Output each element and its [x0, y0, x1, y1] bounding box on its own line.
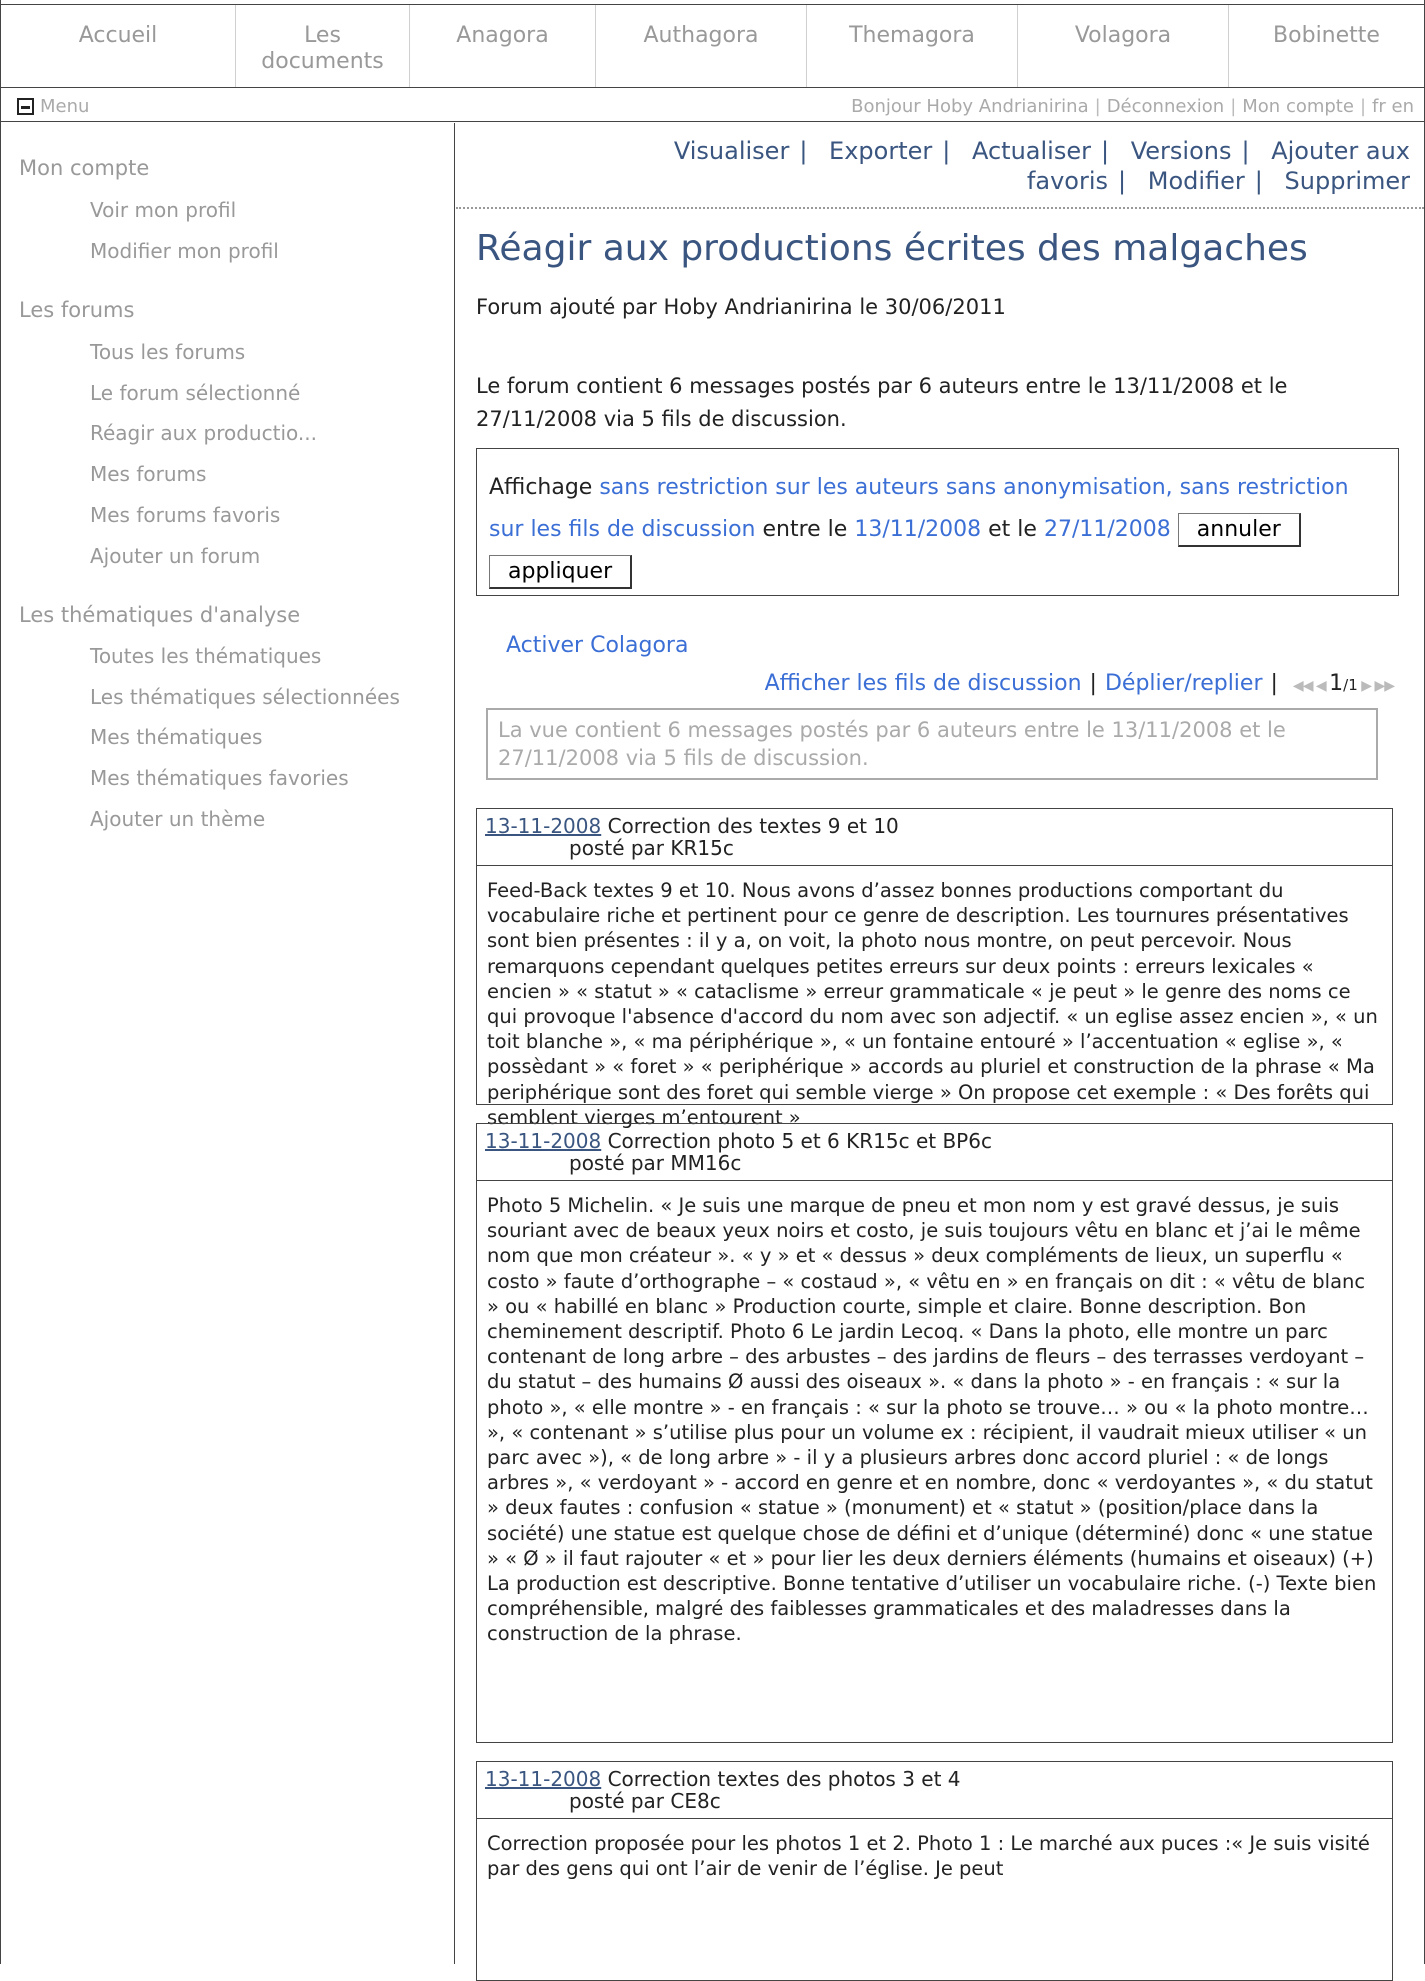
message-title: Correction textes des photos 3 et 4 [607, 1767, 961, 1791]
last-page-icon[interactable]: ▶▶ [1374, 678, 1394, 694]
cancel-button[interactable]: annuler [1178, 513, 1301, 547]
filter-box [476, 448, 1399, 596]
message-date-link[interactable]: 13-11-2008 [485, 1767, 602, 1791]
message-author: posté par KR15c [569, 836, 734, 860]
forum-summary: Le forum contient 6 messages postés par 6 auteurs entre le 13/11/2008 et le 27/11/2008 via 5 fils de discussion. [476, 374, 1288, 431]
message-body: Photo 5 Michelin. « Je suis une marque de pneu et mon nom y est gravé dessus, je suis souriant avec de beaux yeux noirs et costo, je suis toujours vêtu en blanc et j’ai le même nom que mon créateur ». « y » et « dessus » deux compléments de lieux, un superflu « costo » faute d’orthographe – « costaud », « vêtu en » en français on dit : « vêtu de blanc » ou « habillé en blanc » Production courte, simple et claire. Bonne description. Bon cheminement descriptif. Photo 6 Le jardin Lecoq. « Dans la photo, elle montre un parc contenant de long arbre – des arbustes – des jardins de fleurs – des terrasses verdoyant – du statut – des humains Ø aussi des oiseaux ». « dans la photo » - en français : « sur la photo », « elle montre » - en français : « sur la photo se trouve… » ou « la photo montre… », « contenant » s’utilise plus pour un volume ex : récipient, il vaudrait mieux utiliser « un parc avec »), « de long arbre » - il y a plusieurs arbres donc accord pluriel : « de longs arbres », « verdoyant » - accord en genre et en nombre, donc « verdoyantes », « du statut » deux fautes : confusion « statue » (monument) et « statut » (position/place dans la société) une statue est quelque chose de défini et d’unique (déterminé) donc « une statue » « Ø » il faut rajouter « et » pour lier les deux derniers éléments (humains et oiseaux) (+) La production est descriptive. Bonne tentative d’utiliser un vocabulaire riche. (-) Texte bien compréhensible, malgré des faiblesses grammaticales et des maladresses dans la construction de la phrase. [487, 1194, 1377, 1646]
message-date-link[interactable]: 13-11-2008 [485, 1129, 602, 1153]
fold-unfold-link[interactable]: Déplier/replier [1104, 671, 1263, 696]
sidebar-section-mon-compte[interactable]: Mon compte [19, 156, 150, 180]
sidebar-item-ajouter-theme[interactable]: Ajouter un thème [90, 807, 266, 831]
filter-between: entre le [762, 517, 848, 542]
filter-threads-link[interactable]: sans restriction sur les fils de discussion [489, 475, 1349, 542]
top-navigation [1, 4, 1424, 88]
action-bar: Visualiser | Exporter | Actualiser | Versions | Ajouter aux favoris | Modifier | Supprimer [456, 123, 1424, 209]
sidebar-item-voir-profil[interactable]: Voir mon profil [90, 198, 237, 222]
sidebar-item-thematiques-favories[interactable]: Mes thématiques favories [90, 766, 349, 790]
sidebar-item-thematiques-selectionnees[interactable]: Les thématiques sélectionnées [90, 685, 400, 709]
lang-en-link[interactable]: en [1391, 96, 1414, 117]
view-info: La vue contient 6 messages postés par 6 auteurs entre le 13/11/2008 et le 27/11/2008 via 5 fils de discussion. [486, 708, 1378, 780]
next-page-icon[interactable]: ▶ [1361, 678, 1371, 694]
nav-volagora[interactable]: Volagora [1018, 5, 1229, 87]
user-links: Bonjour Hoby Andrianirina | Déconnexion | Mon compte | fr en [851, 96, 1414, 117]
message-author: posté par CE8c [569, 1789, 721, 1813]
message-title: Correction des textes 9 et 10 [607, 814, 899, 838]
message [476, 1761, 1393, 1981]
ajouter-favoris-link[interactable]: Ajouter aux [1271, 137, 1410, 165]
message-header [477, 809, 1392, 866]
logout-link[interactable]: Déconnexion [1106, 96, 1225, 117]
greeting: Bonjour Hoby Andrianirina [851, 96, 1089, 117]
prev-page-icon[interactable]: ◀ [1315, 678, 1326, 694]
filter-and: et le [988, 517, 1037, 542]
show-threads-link[interactable]: Afficher les fils de discussion [764, 671, 1082, 696]
sidebar-item-modifier-profil[interactable]: Modifier mon profil [90, 239, 279, 263]
sidebar-item-forum-selectionne[interactable]: Le forum sélectionné [90, 381, 301, 405]
menu-label: Menu [40, 96, 90, 117]
nav-bobinette[interactable]: Bobinette [1273, 23, 1380, 48]
nav-authagora[interactable]: Authagora [596, 5, 807, 87]
sidebar-item-tous-forums[interactable]: Tous les forums [90, 340, 246, 364]
apply-button[interactable]: appliquer [489, 555, 632, 589]
message-header [477, 1124, 1392, 1181]
forum-meta: Forum ajouté par Hoby Andrianirina le 30/06/2011 [476, 295, 1006, 319]
main-content [456, 123, 1424, 1964]
actualiser-link[interactable]: Actualiser [971, 137, 1091, 165]
current-page: 1 [1329, 671, 1344, 696]
filter-authors-link[interactable]: sans restriction sur les auteurs sans anonymisation [599, 475, 1166, 500]
visualiser-link[interactable]: Visualiser [673, 137, 790, 165]
message-author: posté par MM16c [569, 1151, 742, 1175]
sidebar-item-toutes-thematiques[interactable]: Toutes les thématiques [90, 644, 322, 668]
versions-link[interactable]: Versions [1130, 137, 1232, 165]
filter-comma: , [1165, 475, 1173, 500]
lang-fr-link[interactable]: fr [1372, 96, 1386, 117]
account-link[interactable]: Mon compte [1242, 96, 1354, 117]
thread-toolbar: Afficher les fils de discussion | Déplier/replier | ◀◀ ◀ 1/1 ▶ ▶▶ [764, 671, 1394, 696]
first-page-icon[interactable]: ◀◀ [1292, 678, 1313, 694]
nav-accueil[interactable]: Accueil [1, 5, 236, 87]
message [476, 808, 1393, 1129]
pagination [1292, 671, 1394, 696]
message-date-link[interactable]: 13-11-2008 [485, 814, 602, 838]
sidebar-section-thematiques[interactable]: Les thématiques d'analyse [19, 603, 301, 627]
sidebar-item-forums-favoris[interactable]: Mes forums favoris [90, 503, 281, 527]
ajouter-favoris-link-cont[interactable]: favoris [1026, 167, 1109, 195]
activer-colagora-link[interactable]: Activer Colagora [506, 633, 689, 658]
message-title: Correction photo 5 et 6 KR15c et BP6c [607, 1129, 992, 1153]
sidebar [1, 123, 455, 1964]
filter-date-to[interactable]: 27/11/2008 [1043, 517, 1171, 542]
sidebar-item-mes-forums[interactable]: Mes forums [90, 462, 207, 486]
sidebar-section-forums[interactable]: Les forums [19, 298, 135, 322]
collapse-icon[interactable] [17, 98, 34, 115]
menu-toggle[interactable] [17, 96, 89, 117]
nav-les-documents[interactable]: Les documents [236, 5, 410, 87]
filter-prefix: Affichage [489, 475, 593, 500]
sidebar-item-mes-thematiques[interactable]: Mes thématiques [90, 725, 263, 749]
sidebar-item-reagir[interactable]: Réagir aux productio... [90, 421, 317, 445]
total-pages: /1 [1343, 676, 1358, 694]
message-header [477, 1762, 1392, 1819]
message-body: Feed-Back textes 9 et 10. Nous avons d’assez bonnes productions comportant du vocabulaire riche et pertinent pour ce genre de description. Les tournures présentatives sont bien présentes : il y a, on voit, la photo nous montre, on peut percevoir. Nous remarquons cependant quelques petites erreurs sur deux points : erreurs lexicales « encien » « statut » « cataclisme » erreur grammaticale « je peut » le genre des noms ce qui provoque l'absence d'accord du nom avec son adjectif. « un eglise assez encien », « un toit blanche », « ma périphérique », « un fontaine entouré » l’accentuation « eglise », « possèdant » « foret » « periphérique » accords au pluriel et construction de la phrase « Ma periphérique sont des foret qui semble vierge » On propose cet exemple : « Des forêts qui semblent vierges m’entourent » [487, 879, 1378, 1129]
message [476, 1123, 1393, 1743]
supprimer-link[interactable]: Supprimer [1284, 167, 1410, 195]
nav-anagora[interactable]: Anagora [410, 5, 596, 87]
page-title: Réagir aux productions écrites des malgaches [476, 228, 1308, 269]
user-bar [1, 88, 1424, 122]
modifier-link[interactable]: Modifier [1147, 167, 1245, 195]
exporter-link[interactable]: Exporter [829, 137, 933, 165]
nav-themagora[interactable]: Themagora [807, 5, 1018, 87]
filter-date-from[interactable]: 13/11/2008 [854, 517, 982, 542]
sidebar-item-ajouter-forum[interactable]: Ajouter un forum [90, 544, 261, 568]
message-body: Correction proposée pour les photos 1 et 2. Photo 1 : Le marché aux puces :« Je suis visité par des gens qui ont l’air de venir de l’église. Je peut [487, 1832, 1370, 1881]
